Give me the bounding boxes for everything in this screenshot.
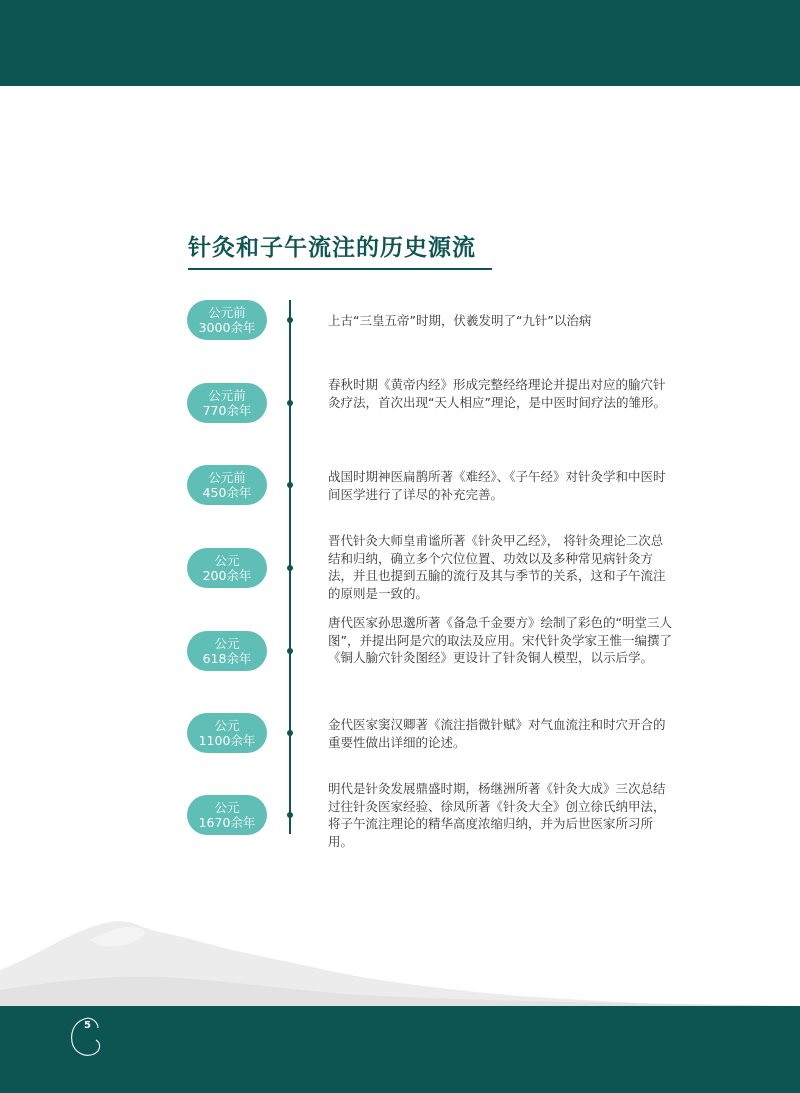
timeline-description: 金代医家窦汉卿著《流注指微针赋》对气血流注和时穴开合的重要性做出详细的论述。 (328, 717, 666, 750)
page-number-ornament (66, 1014, 106, 1060)
timeline-description: 上古“三皇五帝”时期，伏羲发明了“九针”以治病 (328, 313, 592, 328)
timeline-dot (287, 317, 293, 323)
timeline-dot (287, 812, 293, 818)
page-number: 5 (84, 1020, 91, 1031)
era-badge (187, 795, 267, 835)
era-label-line1: 公元 (214, 800, 240, 815)
era-label-line1: 公元前 (208, 388, 246, 403)
era-badge (187, 383, 267, 423)
timeline-description: 晋代针灸大师皇甫谧所著《针灸甲乙经》， 将针灸理论二次总结和归纳，确立多个穴位位置、功效以及多种常见病针灸方法，并且也提到五腧的流行及其与季节的关系，这和子午流注的原则是一致的。 (328, 533, 666, 601)
timeline-description: 春秋时期《黄帝内经》形成完整经络理论并提出对应的腧穴针灸疗法，首次出现“天人相应”理论，是中医时间疗法的雏形。 (328, 377, 666, 410)
timeline-dot (287, 730, 293, 736)
header-band (0, 0, 800, 86)
footer-band (0, 1006, 800, 1093)
era-badge (187, 631, 267, 671)
era-label-line2: 200余年 (202, 568, 252, 583)
page-title: 针灸和子午流注的历史源流 (188, 235, 476, 261)
era-label-line1: 公元 (214, 636, 240, 651)
era-label-line1: 公元前 (208, 470, 246, 485)
era-label-line2: 3000余年 (198, 320, 256, 335)
era-label-line1: 公元 (214, 553, 240, 568)
era-badge (187, 548, 267, 588)
era-label-line2: 770余年 (202, 403, 252, 418)
timeline-dot (287, 648, 293, 654)
era-label-line2: 618余年 (202, 651, 252, 666)
era-label-line2: 1670余年 (198, 815, 256, 830)
era-badge (187, 713, 267, 753)
timeline-dot (287, 565, 293, 571)
timeline-description: 唐代医家孙思邈所著《备急千金要方》绘制了彩色的“明堂三人图”，并提出阿是穴的取法及应用。宋代针灸学家王惟一编撰了《铜人腧穴针灸图经》更设计了针灸铜人模型，以示后学。 (328, 615, 672, 665)
timeline-description: 明代是针灸发展鼎盛时期，杨继洲所著《针灸大成》三次总结过往针灸医家经验、徐凤所著《针灸大全》创立徐氏纳甲法，将子午流注理论的精华高度浓缩归纳，并为后世医家所习所用。 (328, 781, 666, 849)
era-badge (187, 300, 267, 340)
timeline-dot (287, 400, 293, 406)
era-label-line1: 公元前 (208, 305, 246, 320)
era-label-line1: 公元 (214, 718, 240, 733)
timeline-description: 战国时期神医扁鹊所著《难经》、《子午经》对针灸学和中医时间医学进行了详尽的补充完善。 (328, 469, 666, 502)
era-label-line2: 1100余年 (198, 733, 256, 748)
timeline-dot (287, 482, 293, 488)
title-underline (188, 232, 492, 270)
era-badge (187, 465, 267, 505)
era-label-line2: 450余年 (202, 485, 252, 500)
mountain-illustration (0, 900, 800, 1010)
